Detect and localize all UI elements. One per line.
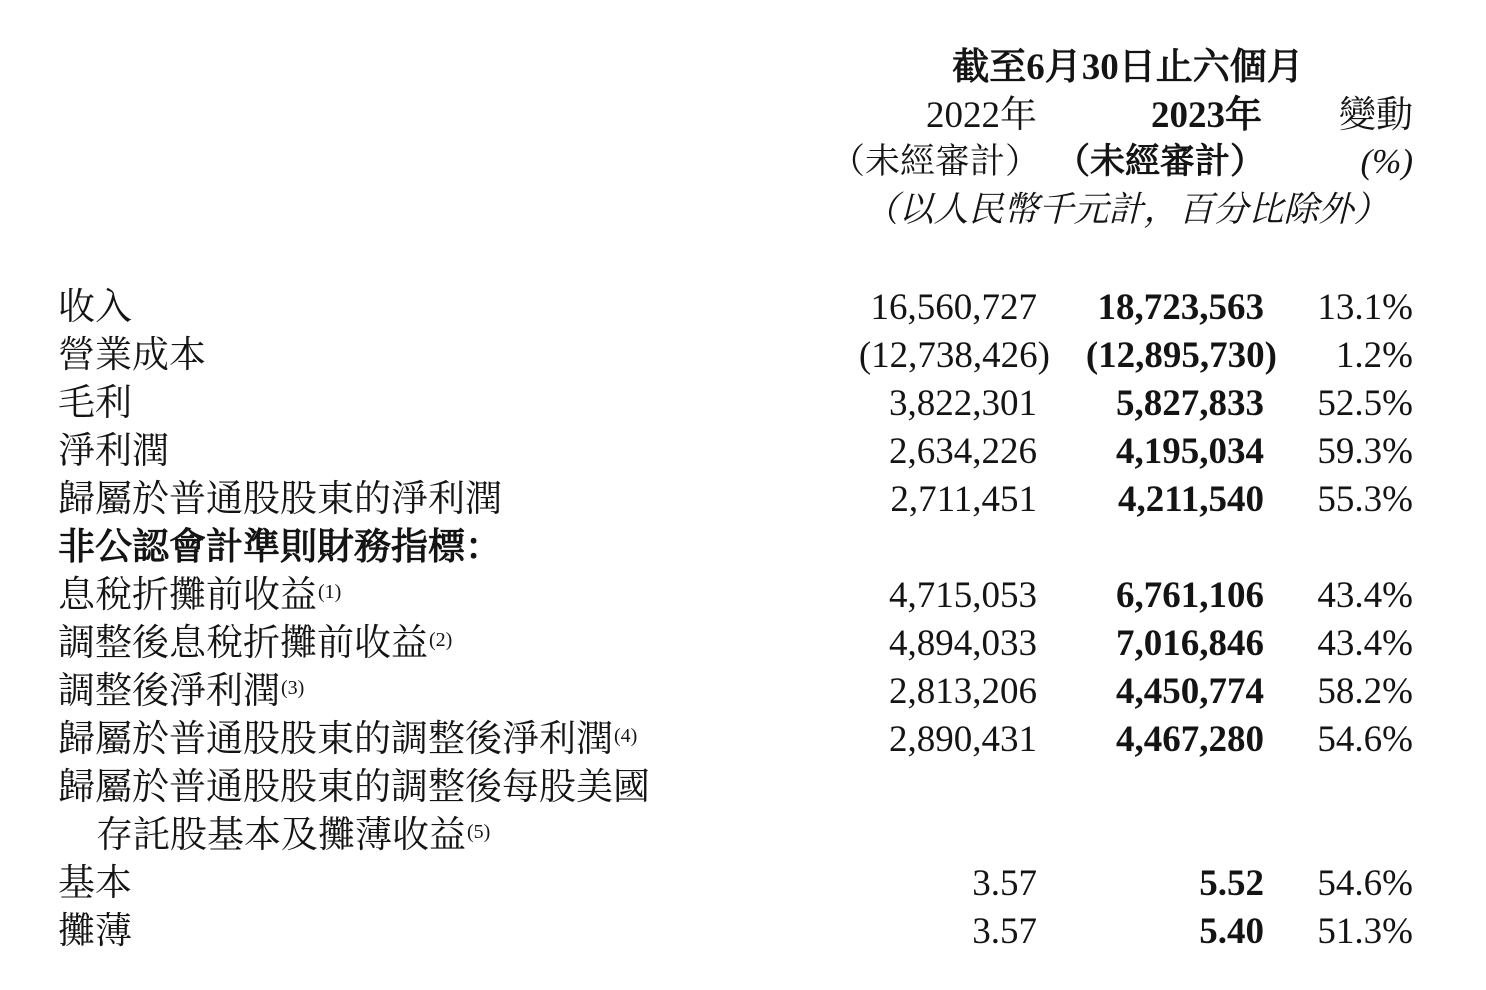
header-audit-row — [0, 138, 1486, 186]
column-heading-2022: 2022年 — [926, 95, 1037, 136]
value-change: 43.4% — [1317, 623, 1413, 664]
value-2022: 3.57 — [972, 911, 1037, 952]
value-change: 52.5% — [1317, 383, 1413, 424]
value-2023: 7,016,846 — [1116, 623, 1264, 664]
row-label-text: 歸屬於普通股股東的調整後淨利潤 — [58, 719, 613, 760]
value-2022: 3,822,301 — [889, 383, 1037, 424]
value-2023: 5.52 — [1199, 863, 1264, 904]
row-label: 營業成本 — [58, 335, 206, 376]
period-heading: 截至6月30日止六個月 — [952, 47, 1304, 88]
value-change: 59.3% — [1317, 431, 1413, 472]
row-label-text: 息稅折攤前收益 — [58, 575, 317, 616]
value-2023: 4,467,280 — [1116, 719, 1264, 760]
row-label — [58, 572, 341, 620]
value-change: 43.4% — [1317, 575, 1413, 616]
value-2022: 4,715,053 — [889, 575, 1037, 616]
table-row — [0, 620, 1486, 668]
value-2022: (12,738,426) — [858, 335, 1050, 376]
row-label: 歸屬於普通股股東的調整後每股美國 — [58, 767, 650, 808]
row-label — [58, 668, 304, 716]
row-label: 歸屬於普通股股東的淨利潤 — [58, 479, 502, 520]
value-2022: 16,560,727 — [870, 287, 1037, 328]
value-2022: 2,890,431 — [889, 719, 1037, 760]
value-2023: 6,761,106 — [1116, 575, 1264, 616]
table-row — [0, 908, 1486, 956]
footnote-marker: (5) — [467, 821, 491, 843]
row-label: 淨利潤 — [58, 431, 169, 472]
section-heading-row — [0, 524, 1486, 572]
value-change: 58.2% — [1317, 671, 1413, 712]
units-note: （以人民幣千元計，百分比除外） — [863, 190, 1389, 229]
column-heading-2023: 2023年 — [1151, 95, 1262, 136]
value-2022: 2,634,226 — [889, 431, 1037, 472]
value-change: 1.2% — [1335, 335, 1413, 376]
value-2023: 4,211,540 — [1118, 479, 1264, 520]
value-2023: 5.40 — [1199, 911, 1264, 952]
header-period-row — [0, 44, 1486, 92]
table-row — [0, 716, 1486, 764]
row-label — [58, 620, 452, 668]
value-2022: 2,711,451 — [890, 479, 1037, 520]
value-change: 13.1% — [1317, 287, 1413, 328]
audit-status-2022: （未經審計） — [829, 142, 1040, 181]
section-heading: 非公認會計準則財務指標： — [58, 527, 502, 568]
table-row-label-line-2 — [0, 812, 1486, 860]
row-label: 收入 — [58, 287, 132, 328]
row-label: 攤薄 — [58, 911, 132, 952]
table-row — [0, 572, 1486, 620]
column-heading-change: 變動 — [1339, 95, 1413, 136]
table-row-label-line-1 — [0, 764, 1486, 812]
row-label-text: 存託股基本及攤薄收益 — [96, 815, 466, 856]
value-2022: 2,813,206 — [889, 671, 1037, 712]
value-2023: 18,723,563 — [1097, 287, 1264, 328]
header-year-row — [0, 92, 1486, 140]
row-label: 毛利 — [58, 383, 132, 424]
row-label — [58, 716, 637, 764]
value-2023: (12,895,730) — [1085, 335, 1277, 376]
footnote-marker: (1) — [318, 581, 342, 603]
row-label: 基本 — [58, 863, 132, 904]
footnote-marker: (2) — [429, 629, 453, 651]
value-change: 51.3% — [1317, 911, 1413, 952]
value-2022: 3.57 — [972, 863, 1037, 904]
row-label-text: 調整後息稅折攤前收益 — [58, 623, 428, 664]
footnote-marker: (3) — [281, 677, 305, 699]
value-2023: 4,195,034 — [1116, 431, 1264, 472]
value-2022: 4,894,033 — [889, 623, 1037, 664]
table-row — [0, 380, 1486, 428]
table-row — [0, 332, 1486, 380]
row-label-continuation — [96, 812, 490, 860]
table-row — [0, 284, 1486, 332]
table-row — [0, 668, 1486, 716]
row-label-text: 調整後淨利潤 — [58, 671, 280, 712]
value-change: 54.6% — [1317, 719, 1413, 760]
footnote-marker: (4) — [614, 725, 638, 747]
table-row — [0, 476, 1486, 524]
audit-status-2023: （未經審計） — [1054, 142, 1265, 181]
value-2023: 4,450,774 — [1116, 671, 1264, 712]
header-units-row — [0, 186, 1486, 234]
table-row — [0, 860, 1486, 908]
value-change: 54.6% — [1317, 863, 1413, 904]
table-row — [0, 428, 1486, 476]
change-unit: (%) — [1360, 142, 1413, 181]
value-2023: 5,827,833 — [1116, 383, 1264, 424]
value-change: 55.3% — [1317, 479, 1413, 520]
